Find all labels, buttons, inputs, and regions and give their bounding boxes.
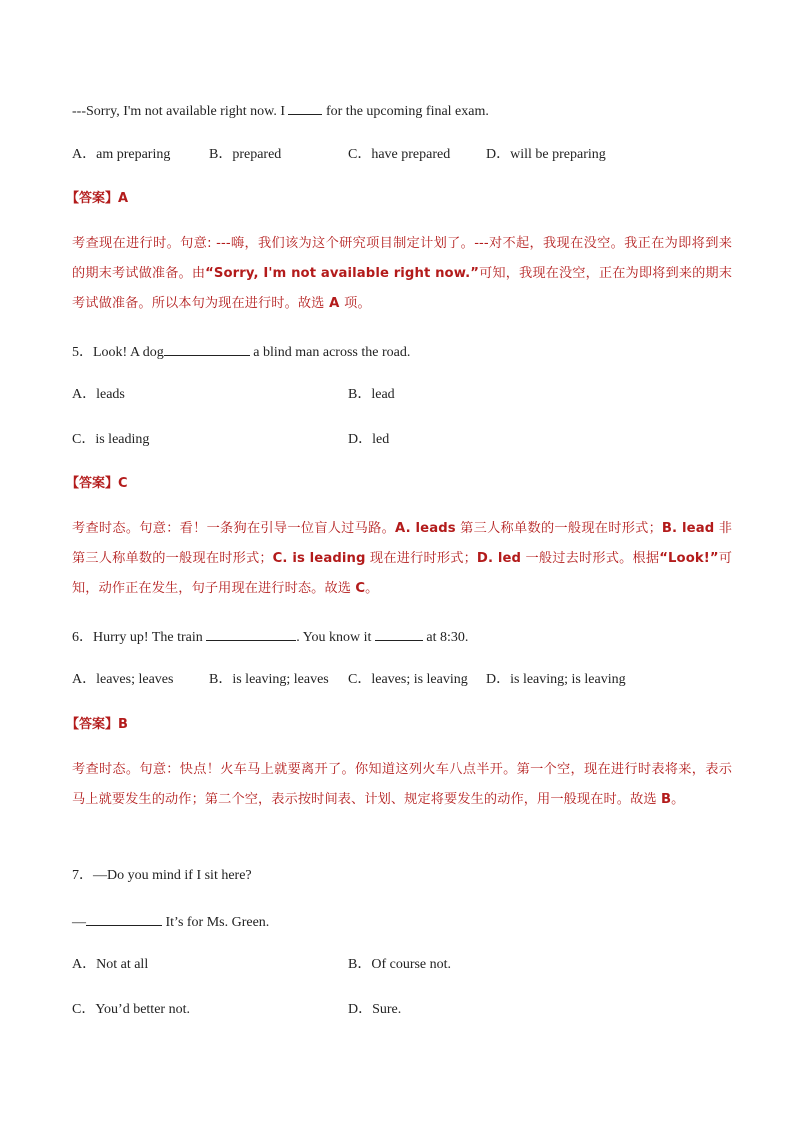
q6-option-c: C．leaves; is leaving [348,672,468,687]
q5-expl-b: A. leads [395,521,456,536]
q6-expl-a: 考查时态。句意：快点！火车马上就要离开了。你知道这列火车八点半开。第一个空，现在进行时表将来，表示马上就要发生的动作；第二个空，表示按时间表、计划、规定将要发生的动作，用一般现在时。故选 [72,762,732,807]
q5-answer: 【答案】C [66,476,128,491]
q4-expl-quote: “Sorry, I'm not available right now.” [205,266,480,281]
q5-stem [72,341,410,363]
q6-option-a: A．leaves; leaves [72,672,174,687]
q7-option-c: C．You’d better not. [72,1002,190,1017]
q4-expl-part2: 可知，我现在没空，正在为即将到来的期末考试做准备。所以本句为现在进行时。故选 [72,266,733,311]
q4-option-d: D．will be preparing [486,147,606,162]
q6-expl-b: B [660,792,672,807]
q4-option-b: B．prepared [209,147,282,162]
q5-expl-i: 一般过去时形式。根据 [521,551,660,566]
q5-expl-a: 考查时态。句意：看！一条狗在引导一位盲人过马路。 [72,521,396,536]
q4-stem-before: ---Sorry, I'm not available right now. I [72,104,289,119]
q5-stem-after: a blind man across the road. [249,345,411,360]
q4-answer: 【答案】A [66,191,129,206]
q4-stem-after: for the upcoming final exam. [322,104,489,119]
q6-blank-1 [206,626,296,641]
q5-stem-before: 5．Look! A dog [72,345,164,360]
q5-blank [164,341,250,356]
q5-expl-m: 。 [365,581,379,596]
q6-answer: 【答案】B [66,717,128,732]
q7-option-a: A．Not at all [72,957,149,972]
q5-expl-e: 非第三人称单数的一般现在时形式； [72,521,732,566]
q5-expl-c: 第三人称单数的一般现在时形式； [455,521,662,536]
q4-stem [72,100,489,122]
q4-expl-part1: 考查现在进行时。句意: ---嗨，我们该为这个研究项目制定计划了。---对不起，我现在没空。我正在为即将到来的期末考试做准备。由 [72,236,732,281]
q7-reply-before: — [72,915,86,930]
q5-expl-k: 可知，动作正在发生，句子用现在进行时态。故选 [72,551,733,596]
q6-blank-2 [375,626,423,641]
q7-reply-after: It’s for Ms. Green. [162,915,270,930]
q6-option-b: B．is leaving; leaves [209,672,329,687]
q5-expl-g: 现在进行时形式； [365,551,477,566]
q7-blank [86,911,162,926]
q5-expl-f: C. is leading [272,551,366,566]
q5-expl-d: B. lead [661,521,715,536]
q7-option-d: D．Sure. [348,1002,402,1017]
q5-expl-j: “Look!” [659,551,719,566]
q5-option-c: C．is leading [72,432,150,447]
q6-explanation [72,755,732,815]
q5-option-a: A．leads [72,387,125,402]
q5-expl-h: D. led [476,551,522,566]
q6-stem-a: 6．Hurry up! The train [72,630,207,645]
q6-expl-c: 。 [671,792,685,807]
q5-option-d: D．led [348,432,390,447]
q4-blank [288,100,322,115]
q5-expl-l: C [355,581,366,596]
q6-stem [72,626,468,648]
q6-stem-b: . You know it [296,630,375,645]
q5-option-b: B．lead [348,387,395,402]
q4-option-c: C．have prepared [348,147,451,162]
q4-option-a: A．am preparing [72,147,171,162]
q7-stem: 7．—Do you mind if I sit here? [72,868,252,883]
q4-expl-end: 项。 [344,296,371,311]
q6-stem-c: at 8:30. [422,630,469,645]
q4-explanation [72,229,732,319]
q5-explanation [72,514,732,604]
q7-reply [72,911,269,933]
q7-option-b: B．Of course not. [348,957,452,972]
q4-expl-choice: A [324,296,345,311]
q6-option-d: D．is leaving; is leaving [486,672,626,687]
